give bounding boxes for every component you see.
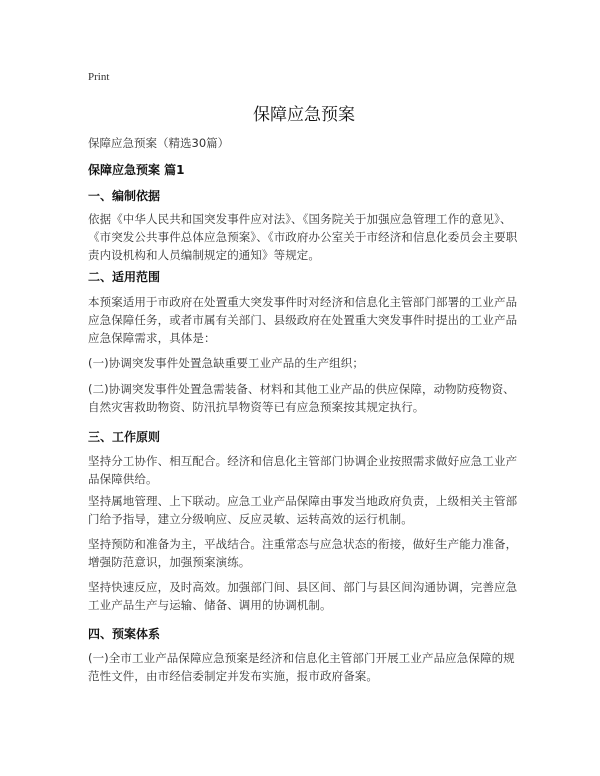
print-link[interactable]: Print: [88, 71, 110, 83]
section-4-paragraph-1: (一)全市工业产品保障应急预案是经济和信息化主管部门开展工业产品应急保障的规范性文件，由市经信委制定并发布实施，报市政府备案。: [88, 651, 515, 683]
section-heading-2: 二、适用范围: [88, 270, 161, 284]
document-subtitle: 保障应急预案（精选30篇）: [88, 136, 230, 150]
section-3-paragraph-2: 坚持属地管理、上下联动。应急工业产品保障由事发当地政府负责，上级相关主管部门给予指导，建立分级响应、反应灵敏、运转高效的运行机制。: [88, 494, 518, 526]
section-3-paragraph-1: 坚持分工协作、相互配合。经济和信息化主管部门协调企业按照需求做好应急工业产品保障供给。: [88, 454, 518, 486]
section-3-paragraph-3: 坚持预防和准备为主，平战结合。注重常态与应急状态的衔接，做好生产能力准备，增强防范意识，加强预案演练。: [88, 537, 518, 569]
section-heading-3: 三、工作原则: [88, 430, 161, 444]
section-heading-1: 一、编制依据: [88, 189, 161, 203]
document-title: 保障应急预案: [253, 105, 355, 125]
section-heading-4: 四、预案体系: [88, 627, 161, 641]
section-2-paragraph-2: (一)协调突发事件处置急缺重要工业产品的生产组织；: [88, 356, 364, 370]
article-heading: 保障应急预案 篇1: [88, 163, 185, 177]
section-2-paragraph-1: 本预案适用于市政府在处置重大突发事件时对经济和信息化主管部门部署的工业产品应急保障任务，或者市属有关部门、县级政府在处置重大突发事件时提出的工业产品应急保障需求，具体是：: [88, 295, 518, 345]
section-2-paragraph-3: (二)协调突发事件处置急需装备、材料和其他工业产品的供应保障，动物防疫物资、自然灾害救助物资、防汛抗旱物资等已有应急预案按其规定执行。: [88, 382, 515, 414]
section-1-paragraph-1: 依据《中华人民共和国突发事件应对法》、《国务院关于加强应急管理工作的意见》、《市突发公共事件总体应急预案》、《市政府办公室关于市经济和信息化委员会主要职责内设机构和人员编制规定的通知》等规定。: [88, 212, 518, 262]
section-3-paragraph-4: 坚持快速反应，及时高效。加强部门间、县区间、部门与县区间沟通协调，完善应急工业产品生产与运输、储备、调用的协调机制。: [88, 580, 518, 612]
